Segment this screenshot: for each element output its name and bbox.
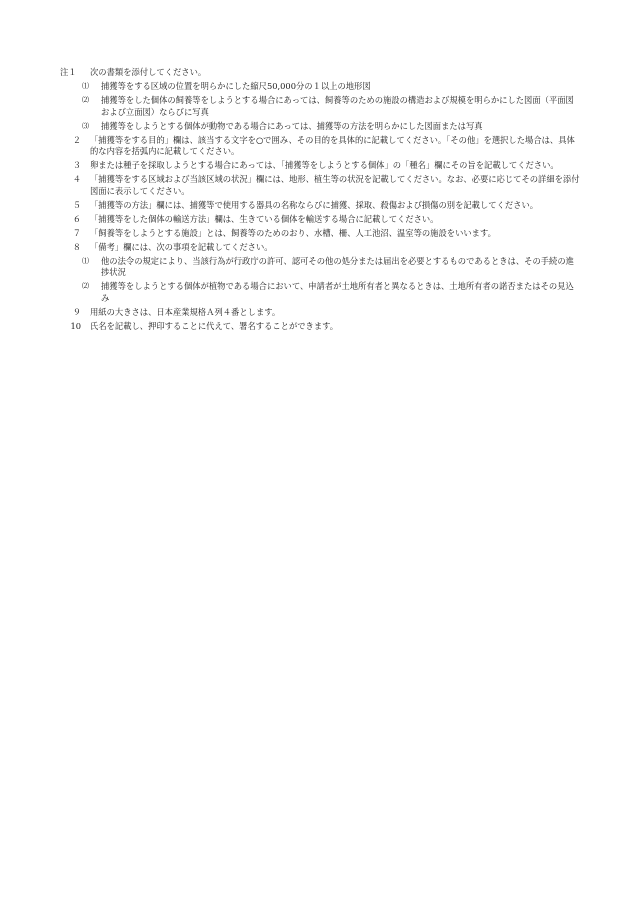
note-number: ⑵ <box>82 96 89 104</box>
note-item <box>60 160 580 172</box>
note-item <box>60 228 580 240</box>
note-text: 「捕獲等をする区域および当該区域の状況」欄には、地形、植生等の状況を記載してください。なお、必要に応じてその詳細を添付図面に表示してください。 <box>90 174 580 196</box>
note-number: ５ <box>72 199 81 210</box>
note-number: ６ <box>72 213 81 224</box>
note-number: ⑶ <box>82 121 89 130</box>
note-item <box>60 321 580 333</box>
note-text: 捕獲等をする区域の位置を明らかにした縮尺50,000分の１以上の地形図 <box>101 81 371 91</box>
note-text: 捕獲等をしようとする個体が植物である場合において、申請者が土地所有者と異なるときは、土地所有者の諾否またはその見込み <box>101 281 574 304</box>
note-heading <box>60 67 580 79</box>
note-text: 卵または種子を採取しようとする場合にあっては、「捕獲等をしようとする個体」の「種名」欄にその旨を記載してください。 <box>90 160 559 171</box>
note-text: 「捕獲等をする目的」欄は、該当する文字を○で囲み、その目的を具体的に記載してください。「その他」を選択した場合は、具体的な内容を括弧内に記載してください。 <box>90 134 575 157</box>
notes-list <box>60 67 580 333</box>
note-text: 捕獲等をしようとする個体が動物である場合にあっては、捕獲等の方法を明らかにした図面または写真 <box>101 120 483 131</box>
note-subitem <box>60 81 580 93</box>
note-number: ３ <box>72 160 81 171</box>
note-number: ２ <box>72 134 81 145</box>
note-text: 氏名を記載し、押印することに代えて、署名することができます。 <box>90 321 339 332</box>
note-text: 他の法令の規定により、当該行為が行政庁の許可、認可その他の処分または届出を必要とするものであるときは、その手続の進捗状況 <box>101 255 574 278</box>
note-item <box>60 242 580 254</box>
note-number: 注１ <box>60 67 77 77</box>
note-number: ⑴ <box>82 256 89 265</box>
note-number: 10 <box>70 321 81 332</box>
note-text: 用紙の大きさは、日本産業規格Ａ列４番とします。 <box>90 307 281 318</box>
note-number: ⑵ <box>82 282 89 291</box>
note-subitem <box>60 281 580 304</box>
note-subitem <box>60 95 580 118</box>
note-item <box>60 214 580 226</box>
note-item <box>60 135 580 158</box>
note-number: ⑴ <box>82 82 89 90</box>
note-text: 捕獲等をした個体の飼養等をしようとする場合にあっては、飼養等のための施設の構造および規模を明らかにした図面（平面図および立面図）ならびに写真 <box>101 95 574 117</box>
note-number: ９ <box>72 307 81 318</box>
note-item <box>60 174 580 197</box>
note-text: 「備考」欄には、次の事項を記載してください。 <box>90 241 273 252</box>
note-number: ４ <box>72 174 81 185</box>
note-subitem <box>60 121 580 133</box>
note-text: 次の書類を添付してください。 <box>90 67 207 77</box>
note-text: 「飼養等をしようとする施設」とは、飼養等のためのおり、水槽、柵、人工池沼、温室等の施設をいいます。 <box>90 227 496 238</box>
note-subitem <box>60 256 580 279</box>
note-text: 「捕獲等をした個体の輸送方法」欄は、生きている個体を輸送する場合に記載してください。 <box>90 213 439 224</box>
note-number: ８ <box>72 241 81 252</box>
note-item <box>60 307 580 319</box>
note-item <box>60 200 580 212</box>
note-text: 「捕獲等の方法」欄には、捕獲等で使用する器具の名称ならびに捕獲、採取、殺傷および損傷の別を記載してください。 <box>90 199 539 210</box>
note-number: ７ <box>72 227 81 238</box>
